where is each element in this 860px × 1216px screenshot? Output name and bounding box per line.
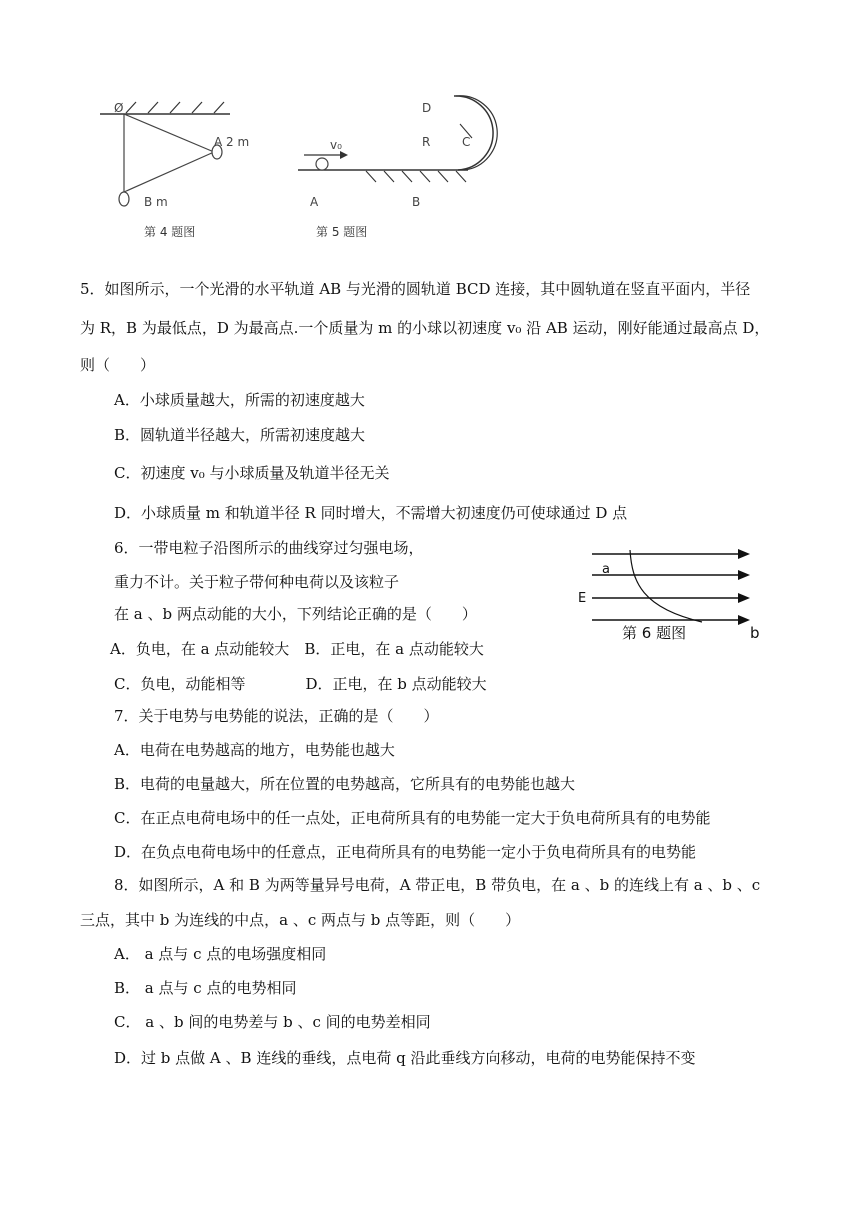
q6-stem-line2: 重力不计。关于粒子带何种电荷以及该粒子 [114,573,400,591]
q6-options-row2: C．负电，动能相等 D．正电，在 b 点动能较大 [114,675,487,693]
fig5-label-c: C [462,135,471,149]
fig6-label-e: E [578,591,587,606]
fig4-ball-a-label: A 2 m [214,135,250,149]
fig6-label-a: a [602,562,610,577]
q8-stem-line2: 三点，其中 b 为连线的中点，a 、c 两点与 b 点等距，则（ ） [80,911,521,929]
q5-option-a: A．小球质量越大，所需的初速度越大 [114,391,365,409]
fig5-label-a: A [310,195,319,209]
q6-options-row1: A．负电，在 a 点动能较大 B．正电，在 a 点动能较大 [110,640,484,658]
q6-stem-line1: 6．一带电粒子沿图所示的曲线穿过匀强电场， [114,539,424,557]
q7-option-d: D．在负点电荷电场中的任意点，正电荷所具有的电势能一定小于负电荷所具有的电势能 [114,843,697,861]
ball-b [119,192,129,206]
q8-option-d: D．过 b 点做 A 、B 连线的垂线，点电荷 q 沿此垂线方向移动，电荷的电势能保持不变 [114,1049,696,1067]
q8-option-a: A． a 点与 c 点的电场强度相同 [114,945,327,963]
q7-option-b: B．电荷的电量越大，所在位置的电势越高，它所具有的电势能也越大 [114,775,576,793]
figure-4 [96,92,256,244]
fig5-label-r: R [422,135,431,149]
fig4-pivot-label: Ø [114,101,124,115]
q8-option-b: B． a 点与 c 点的电势相同 [114,979,297,997]
fig4-ball-b-label: B m [144,195,168,209]
q5-stem-line1: 5．如图所示，一个光滑的水平轨道 AB 与光滑的圆轨道 BCD 连接，其中圆轨道在竖直平面内，半径 [80,280,751,298]
q8-option-c: C． a 、b 间的电势差与 b 、c 间的电势差相同 [114,1013,431,1031]
q8-stem-line1: 8．如图所示，A 和 B 为两等量异号电荷，A 带正电，B 带负电，在 a 、b 的连线上有 a 、b 、c [114,876,761,894]
figure-5 [298,92,518,244]
fig4-caption: 第 4 题图 [144,225,196,239]
q5-option-c: C．初速度 v₀ 与小球质量及轨道半径无关 [114,464,390,482]
q7-option-c: C．在正点电荷电场中的任一点处，正电荷所具有的电势能一定大于负电荷所具有的电势能 [114,809,711,827]
fig5-label-b: B [412,195,421,209]
fig6-caption: 第 6 题图 [622,624,687,642]
q5-option-b: B．圆轨道半径越大，所需初速度越大 [114,426,366,444]
q5-stem-line3: 则（ ） [80,356,156,374]
q5-option-d: D．小球质量 m 和轨道半径 R 同时增大，不需增大初速度仍可使球通过 D 点 [114,504,628,522]
fig5-v0-label: v₀ [330,138,342,152]
fig5-caption: 第 5 题图 [316,225,368,239]
q7-stem: 7．关于电势与电势能的说法，正确的是（ ） [114,707,439,725]
q6-stem-line3: 在 a 、b 两点动能的大小，下列结论正确的是（ ） [114,605,477,623]
fig6-label-b: b [750,624,760,642]
figure-6 [572,542,768,642]
ball-fig5 [316,158,328,170]
q7-option-a: A．电荷在电势越高的地方，电势能也越大 [114,741,395,759]
fig5-label-d: D [422,101,432,115]
q5-stem-line2: 为 R，B 为最低点，D 为最高点.一个质量为 m 的小球以初速度 v₀ 沿 AB 运动，刚好能通过最高点 D， [80,319,770,337]
